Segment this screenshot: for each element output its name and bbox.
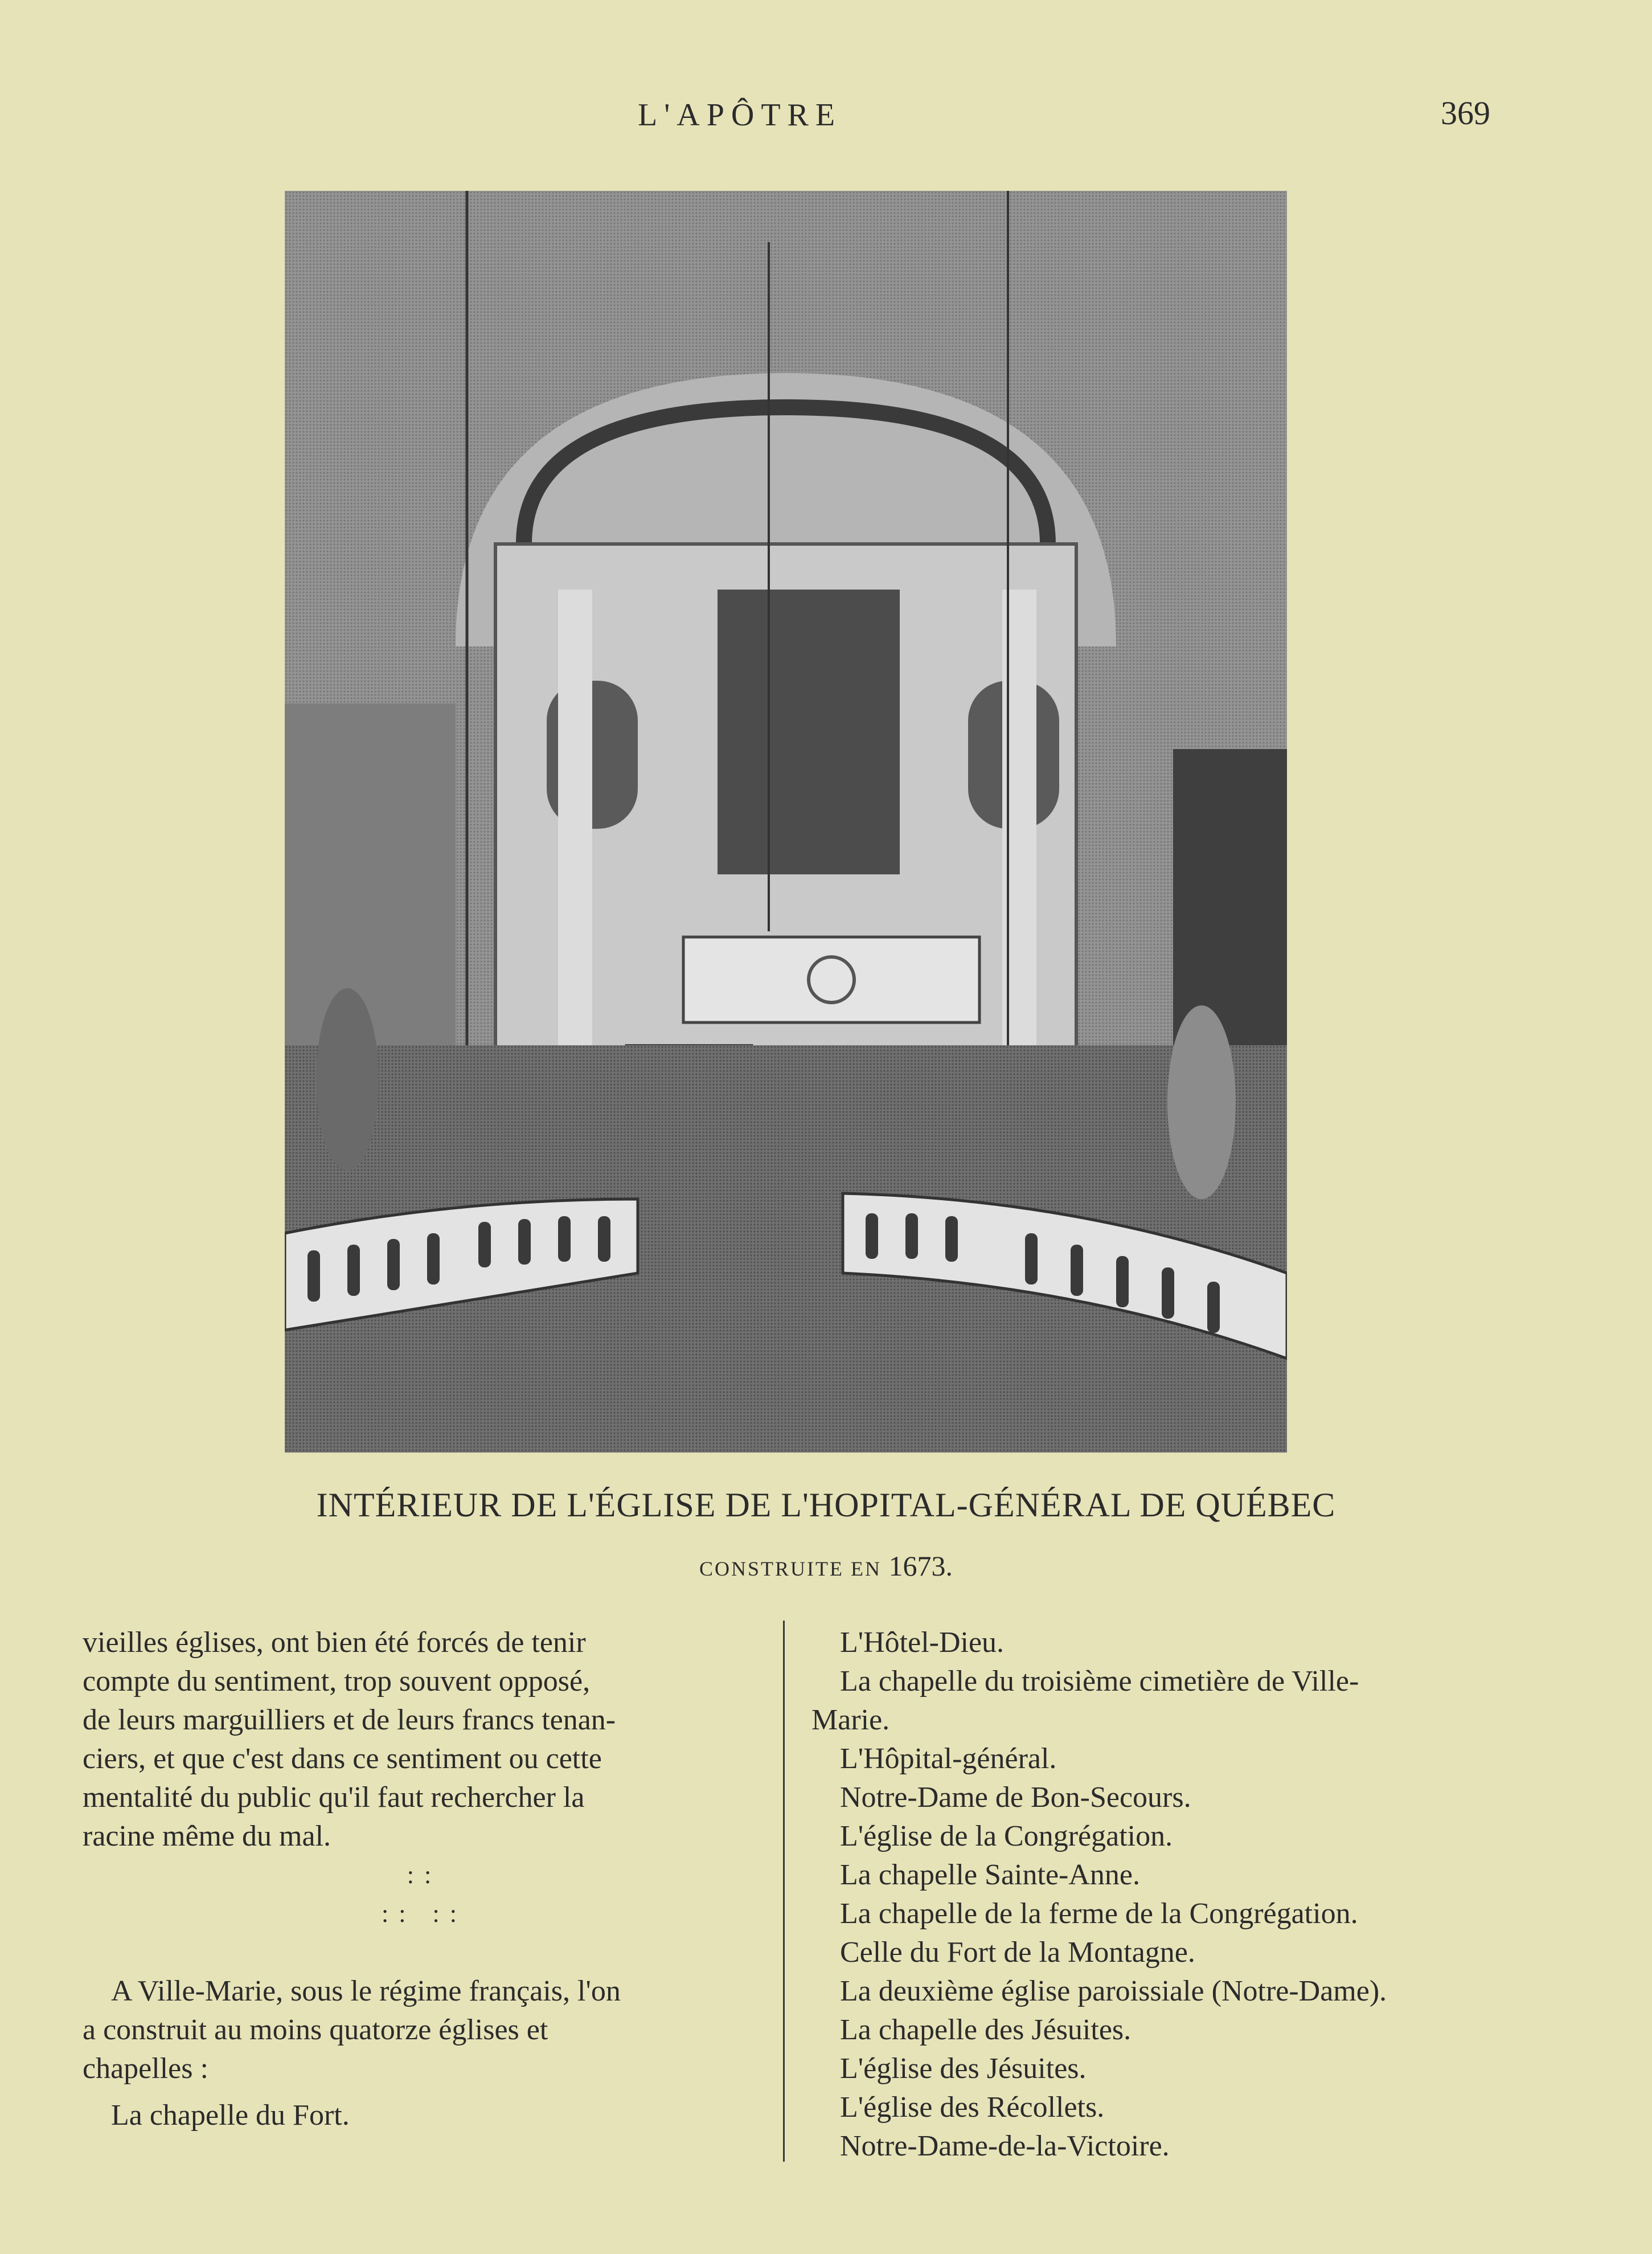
list-item: La deuxième église paroissiale (Notre-Dame).: [840, 1975, 1387, 2007]
column-divider: [783, 1621, 785, 2162]
section-ornament-top: ::: [407, 1861, 442, 1889]
subcaption-prefix: CONSTRUITE EN: [699, 1557, 882, 1580]
list-item-continuation: Marie.: [811, 1704, 890, 1736]
paragraph-line: A Ville-Marie, sous le régime français, l'on: [111, 1975, 621, 2007]
list-item: La chapelle de la ferme de la Congrégation.: [840, 1897, 1358, 1930]
list-item: La chapelle du troisième cimetière de Ville-: [840, 1665, 1359, 1697]
list-item: L'Hôtel-Dieu.: [840, 1626, 1005, 1659]
figure-subcaption: [0, 1549, 1652, 1582]
page-number: 369: [1441, 95, 1490, 132]
list-item: L'église de la Congrégation.: [840, 1820, 1173, 1852]
running-head: L'APÔTRE: [638, 97, 842, 133]
paragraph-line: mentalité du public qu'il faut rechercher la: [83, 1781, 585, 1814]
list-item: L'Hôpital-général.: [840, 1742, 1057, 1775]
list-item: La chapelle des Jésuites.: [840, 2014, 1132, 2046]
paragraph-line: chapelles :: [83, 2052, 208, 2085]
right-column: [811, 1623, 1506, 2166]
subcaption-year: 1673.: [888, 1550, 953, 1582]
paragraph-line: a construit au moins quatorze églises et: [83, 2014, 548, 2046]
list-item: Notre-Dame-de-la-Victoire.: [840, 2130, 1170, 2162]
list-item: Notre-Dame de Bon-Secours.: [840, 1781, 1191, 1814]
paragraph-line: de leurs marguilliers et de leurs francs tenan-: [83, 1704, 616, 1736]
list-item: La chapelle Sainte-Anne.: [840, 1859, 1140, 1891]
church-interior-photo: [285, 191, 1287, 1453]
paragraph-line: racine même du mal.: [83, 1820, 331, 1852]
paragraph-line: vieilles églises, ont bien été forcés de tenir: [83, 1626, 586, 1659]
section-ornament-bottom: :: ::: [382, 1900, 467, 1928]
list-item: La chapelle du Fort.: [111, 2099, 350, 2132]
list-item: L'église des Jésuites.: [840, 2052, 1087, 2085]
figure-caption: INTÉRIEUR DE L'ÉGLISE DE L'HOPITAL-GÉNÉRAL DE QUÉBEC: [316, 1486, 1336, 1524]
list-item: Celle du Fort de la Montagne.: [840, 1936, 1195, 1969]
paragraph-line: ciers, et que c'est dans ce sentiment ou cette: [83, 1742, 602, 1775]
left-column: [83, 1623, 766, 2135]
list-item: L'église des Récollets.: [840, 2091, 1105, 2124]
paragraph-line: compte du sentiment, trop souvent opposé,: [83, 1665, 591, 1697]
